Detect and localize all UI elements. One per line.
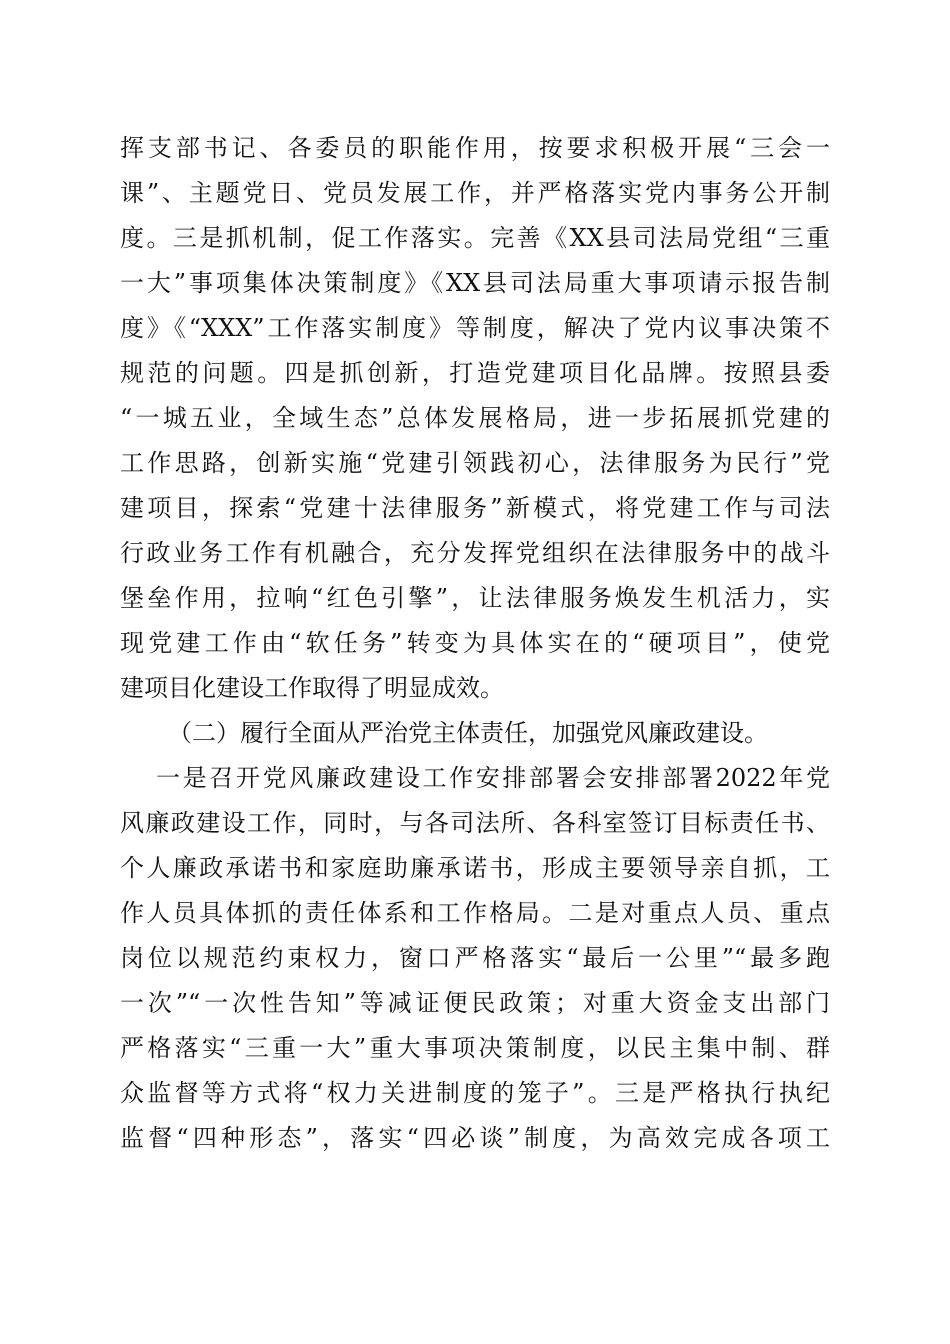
document-page xyxy=(120,126,830,1161)
text-line: 监督“四种形态”，落实“四必谈”制度，为高效完成各项工 xyxy=(120,1124,830,1152)
text-line: 课”、主题党日、党员发展工作，并严格落实党内事务公开制 xyxy=(120,179,830,207)
text-line: 堡垒作用，拉响“红色引擎”，让法律服务焕发生机活力，实 xyxy=(120,584,830,612)
text-line: 挥支部书记、各委员的职能作用，按要求积极开展“三会一 xyxy=(120,134,830,162)
text-line: 作人员具体抓的责任体系和工作格局。二是对重点人员、重点 xyxy=(120,899,830,927)
paragraph-clean-governance xyxy=(120,756,830,1161)
text-line: 岗位以规范约束权力，窗口严格落实“最后一公里”“最多跑 xyxy=(120,944,830,972)
text-line: 一大”事项集体决策制度》《XX县司法局重大事项请示报告制 xyxy=(120,269,830,297)
text-line: 风廉政建设工作，同时，与各司法所、各科室签订目标责任书、 xyxy=(120,809,830,837)
text-line: 行政业务工作有机融合，充分发挥党组织在法律服务中的战斗 xyxy=(120,539,830,567)
text-line: 一是召开党风廉政建设工作安排部署会安排部署2022年党 xyxy=(156,764,830,792)
text-line: 度》《“XXX”工作落实制度》等制度，解决了党内议事决策不 xyxy=(120,314,830,342)
text-line: 个人廉政承诺书和家庭助廉承诺书，形成主要领导亲自抓，工 xyxy=(120,854,830,882)
text-line: 度。三是抓机制，促工作落实。完善《XX县司法局党组“三重 xyxy=(120,224,830,252)
text-line: 建项目化建设工作取得了明显成效。 xyxy=(120,674,504,702)
section-heading: （二）履行全面从严治党主体责任，加强党风廉政建设。 xyxy=(168,719,768,747)
text-line: “一城五业，全域生态”总体发展格局，进一步拓展抓党建的 xyxy=(120,404,830,432)
text-line: 工作思路，创新实施“党建引领践初心，法律服务为民行”党 xyxy=(120,449,830,477)
text-line: 规范的问题。四是抓创新，打造党建项目化品牌。按照县委 xyxy=(120,359,830,387)
text-line: 众监督等方式将“权力关进制度的笼子”。三是严格执行执纪 xyxy=(120,1079,830,1107)
text-line: 严格落实“三重一大”重大事项决策制度，以民主集中制、群 xyxy=(120,1034,830,1062)
text-line: 一次”“一次性告知”等减证便民政策；对重大资金支出部门 xyxy=(120,989,830,1017)
paragraph-party-building xyxy=(120,126,830,711)
text-line: 建项目，探索“党建十法律服务”新模式，将党建工作与司法 xyxy=(120,494,830,522)
text-line: 现党建工作由“软任务”转变为具体实在的“硬项目”，使党 xyxy=(120,629,830,657)
